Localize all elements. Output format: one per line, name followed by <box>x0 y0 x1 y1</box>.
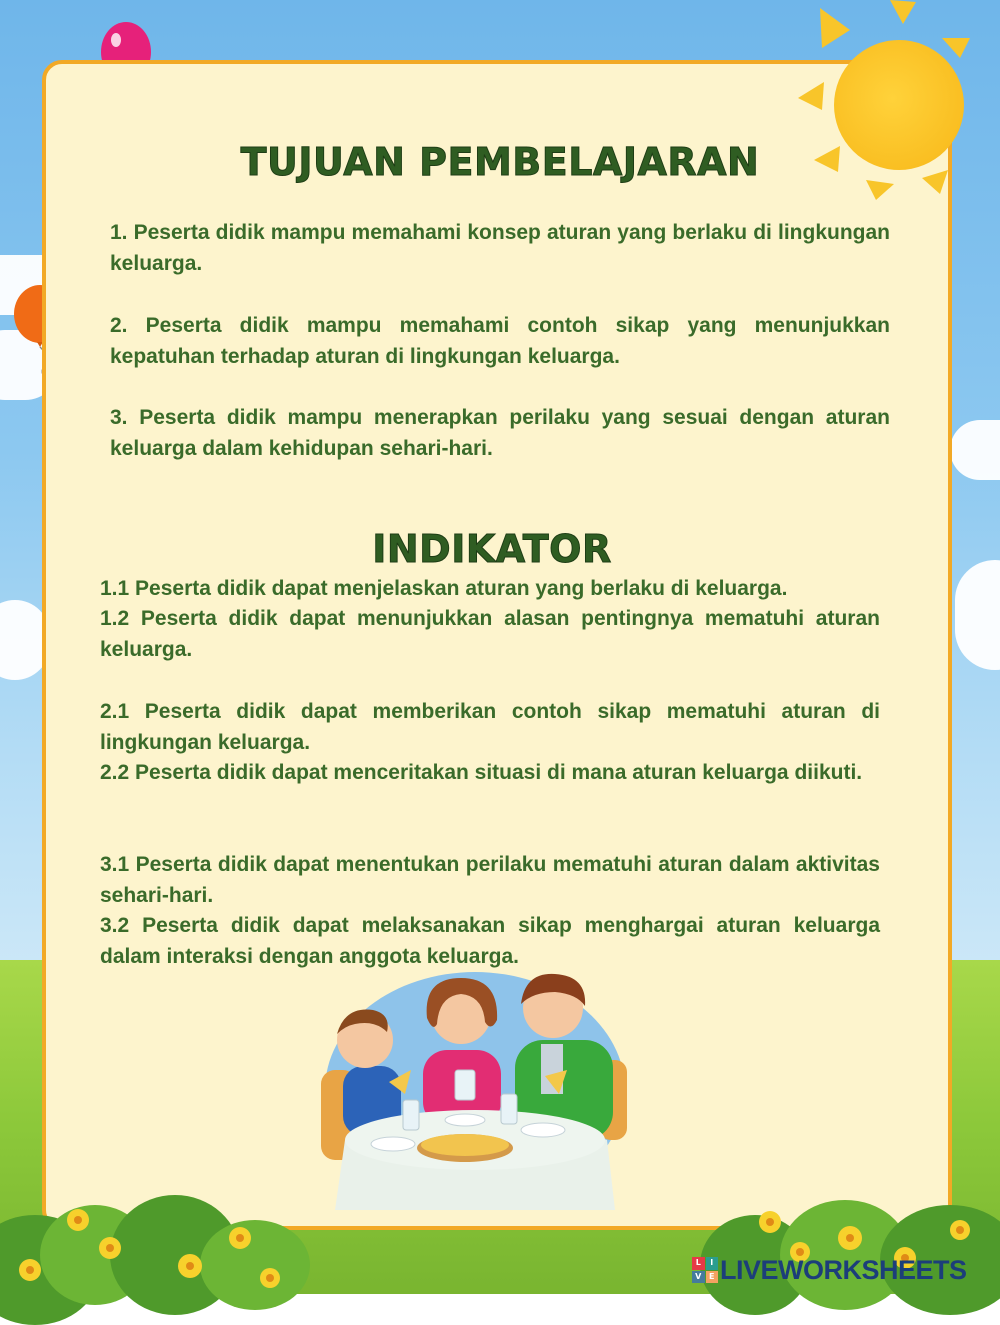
objective-item-2: 2. Peserta didik mampu memahami contoh sikap yang menunjukkan kepatuhan terhadap aturan di lingkungan keluarga. <box>110 314 890 368</box>
liveworksheets-watermark[interactable] <box>692 1254 992 1286</box>
objective-item-1: 1. Peserta didik mampu memahami konsep aturan yang berlaku di lingkungan keluarga. <box>110 221 890 275</box>
indicator-item-2-1: 2.1 Peserta didik dapat memberikan contoh sikap mematuhi aturan di lingkungan keluarga. <box>100 700 880 754</box>
cloud-right-2 <box>955 560 1000 670</box>
indicator-item-3-2: 3.2 Peserta didik dapat melaksanakan sikap menghargai aturan keluarga dalam interaksi dengan anggota keluarga. <box>100 914 880 968</box>
objectives-title: TUJUAN PEMBELAJARAN <box>240 140 760 184</box>
indicator-item-2-2: 2.2 Peserta didik dapat menceritakan situasi di mana aturan keluarga diikuti. <box>100 761 863 784</box>
family-dinner-illustration <box>315 970 635 1215</box>
indicator-item-3-1: 3.1 Peserta didik dapat menentukan perilaku mematuhi aturan dalam aktivitas sehari-hari. <box>100 853 880 907</box>
indicator-item-1-1: 1.1 Peserta didik dapat menjelaskan aturan yang berlaku di keluarga. <box>100 577 788 600</box>
indicators-title: INDIKATOR <box>372 527 612 571</box>
indicator-item-1-2: 1.2 Peserta didik dapat menunjukkan alasan pentingnya mematuhi aturan keluarga. <box>100 607 880 661</box>
liveworksheets-logo-icon: L I V E <box>692 1257 718 1283</box>
objective-item-3: 3. Peserta didik mampu menerapkan perilaku yang sesuai dengan aturan keluarga dalam kehidupan sehari-hari. <box>110 406 890 460</box>
watermark-text: LIVEWORKSHEETS <box>720 1254 967 1285</box>
